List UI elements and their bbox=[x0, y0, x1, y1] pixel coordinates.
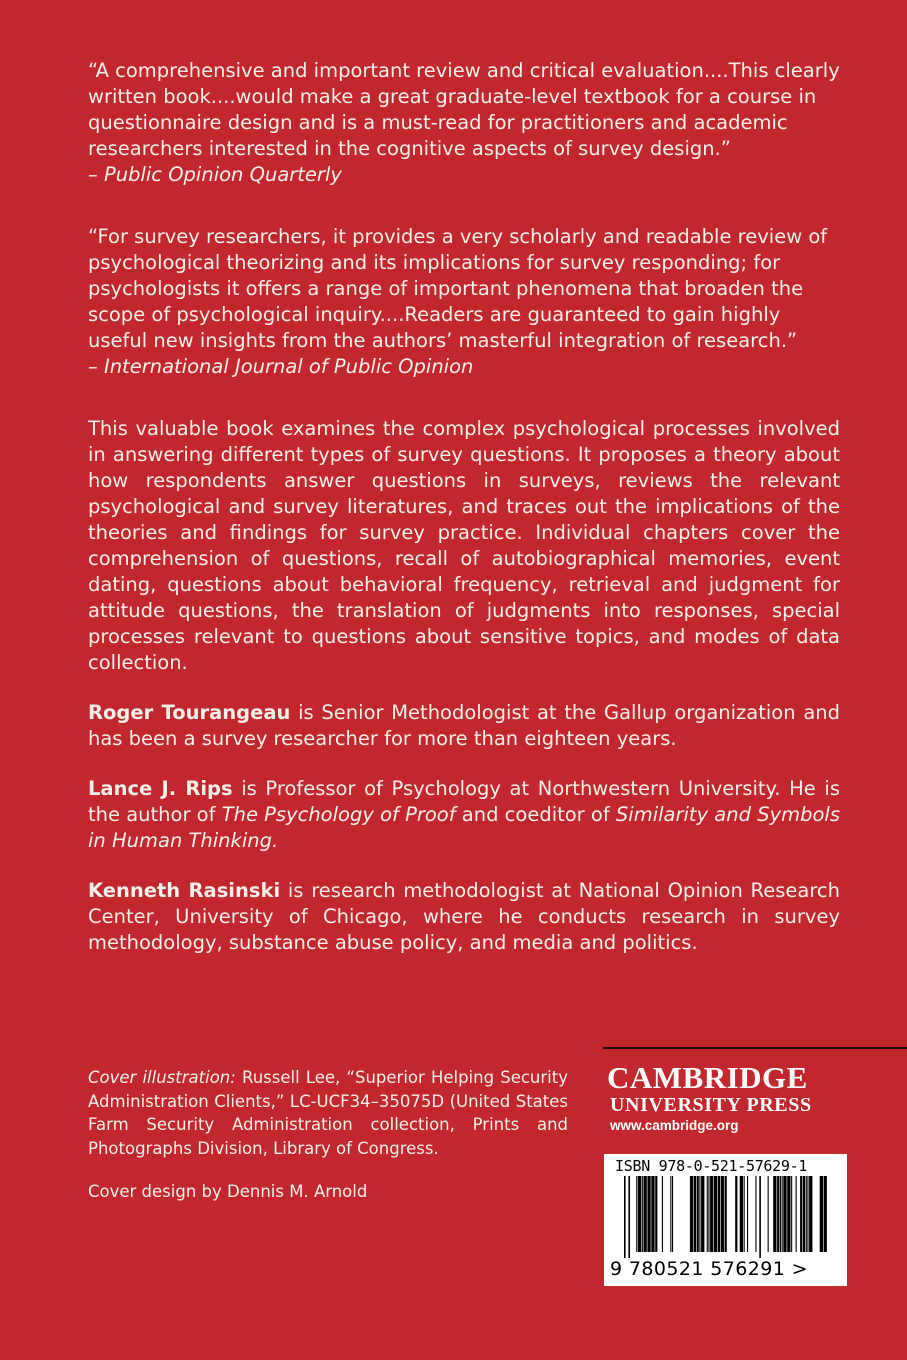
isbn-label: ISBN 978-0-521-57629-1 bbox=[615, 1157, 808, 1175]
cover-credit-label: Cover illustration: bbox=[88, 1068, 236, 1087]
back-cover-text bbox=[88, 58, 840, 980]
barcode-bar bbox=[773, 1176, 776, 1252]
isbn-barcode bbox=[604, 1154, 847, 1286]
author-bio-text: is Senior Methodologist at the Gallup organization and has been a survey researcher for more than eighteen years. bbox=[88, 701, 840, 750]
author-bio-rasinski bbox=[88, 878, 840, 956]
barcode-bar bbox=[721, 1176, 724, 1252]
author-bio-text: is Professor of Psychology at Northwestern University. He is the author of bbox=[88, 777, 840, 826]
barcode-bar bbox=[694, 1176, 696, 1252]
barcode-bar bbox=[747, 1176, 748, 1252]
barcode-bar bbox=[803, 1176, 805, 1252]
barcode-bar bbox=[725, 1176, 727, 1252]
barcode-bar bbox=[636, 1176, 637, 1252]
book-title: Similarity and Symbols in Human Thinking. bbox=[88, 803, 840, 852]
barcode-bar bbox=[714, 1176, 717, 1252]
barcode-bar bbox=[699, 1176, 700, 1252]
publisher-url: www.cambridge.org bbox=[610, 1118, 739, 1133]
barcode-bar bbox=[735, 1176, 737, 1252]
barcode-bar bbox=[701, 1176, 704, 1252]
barcode-bar bbox=[740, 1176, 743, 1252]
author-bio-tourangeau bbox=[88, 700, 840, 752]
barcode-bar bbox=[796, 1176, 797, 1252]
barcode-bar bbox=[809, 1176, 812, 1252]
barcode-bar bbox=[647, 1176, 650, 1252]
cover-design-credit: Cover design by Dennis M. Arnold bbox=[88, 1182, 368, 1201]
publisher-subtitle: UNIVERSITY PRESS bbox=[610, 1094, 812, 1116]
barcode-bar bbox=[672, 1176, 673, 1252]
publisher-logo bbox=[607, 1062, 843, 1133]
quote-source: – Public Opinion Quarterly bbox=[88, 163, 342, 186]
barcode-bar bbox=[707, 1176, 708, 1252]
barcode-bar bbox=[638, 1176, 641, 1252]
cover-credit bbox=[88, 1066, 568, 1160]
barcode-bar bbox=[642, 1176, 643, 1252]
barcode-bar bbox=[670, 1176, 671, 1252]
barcode-bar bbox=[662, 1176, 663, 1252]
review-quote-1 bbox=[88, 58, 840, 188]
quote-text: “For survey researchers, it provides a very scholarly and readable review of psychological theorizing and its implications for survey responding; for psychologists it offers a range of important phenomena that broaden the scope of psychological inquiry....Readers are guaranteed to gain highly useful new insights from the authors’ masterful integration of research.” bbox=[88, 225, 828, 352]
barcode-bar bbox=[780, 1176, 781, 1252]
barcode-bar bbox=[744, 1176, 745, 1252]
barcode-bar bbox=[755, 1176, 756, 1252]
barcode-bar bbox=[800, 1176, 802, 1252]
barcode-bar bbox=[824, 1176, 827, 1252]
barcode-bar bbox=[782, 1176, 783, 1252]
barcode-bar bbox=[708, 1176, 709, 1252]
author-name: Roger Tourangeau bbox=[88, 701, 291, 724]
barcode-bar bbox=[777, 1176, 779, 1252]
barcode-bars bbox=[616, 1176, 838, 1258]
review-quote-2 bbox=[88, 224, 840, 380]
barcode-bar bbox=[806, 1176, 807, 1252]
barcode-bar bbox=[787, 1176, 790, 1252]
book-title: The Psychology of Proof bbox=[221, 803, 456, 826]
barcode-bar bbox=[644, 1176, 647, 1252]
barcode-bar bbox=[624, 1176, 626, 1258]
book-description: This valuable book examines the complex psychological processes involved in answering different types of survey questions. It proposes a theory about how respondents answer questions in surveys, reviews the relevant psychological and survey literatures, and traces out the implications of the theories and findings for survey practice. Individual chapters cover the comprehension of questions, recall of autobiographical memories, event dating, questions about behavioral frequency, retrieval and judgment for attitude questions, the translation of judgments into responses, special processes relevant to questions about sensitive topics, and modes of data collection. bbox=[88, 417, 840, 674]
barcode-bar bbox=[628, 1176, 630, 1258]
quote-text: “A comprehensive and important review and critical evaluation....This clearly written book....would make a great graduate-level textbook for a course in questionnaire design and is a must-read for practitioners and academic researchers interested in the cognitive aspects of survey design.” bbox=[88, 59, 840, 160]
barcode-bar bbox=[820, 1176, 823, 1252]
barcode-bar bbox=[710, 1176, 713, 1252]
barcode-bar bbox=[697, 1176, 699, 1252]
author-bio-rips bbox=[88, 776, 840, 854]
quote-source: – International Journal of Public Opinion bbox=[88, 355, 474, 378]
barcode-bar bbox=[783, 1176, 786, 1252]
cover-credit-text: Russell Lee, “Superior Helping Security Administration Clients,” LC-UCF34–35075D (United States Farm Security Administration collection, Prints and Photographs Division, Library of Congress. bbox=[88, 1068, 568, 1158]
barcode-digits: 9 780521 576291 > bbox=[610, 1258, 808, 1280]
author-name: Lance J. Rips bbox=[88, 777, 233, 800]
author-bio-text: and coeditor of bbox=[455, 803, 616, 826]
barcode-bar bbox=[690, 1176, 693, 1252]
author-bio-text: is research methodologist at National Opinion Research Center, University of Chicago, where he conducts research in survey methodology, substance abuse policy, and media and politics. bbox=[88, 879, 840, 954]
author-name: Kenneth Rasinski bbox=[88, 879, 281, 902]
barcode-bar bbox=[759, 1176, 761, 1258]
barcode-bar bbox=[651, 1176, 654, 1252]
barcode-bar bbox=[791, 1176, 792, 1252]
barcode-bar bbox=[768, 1176, 769, 1252]
barcode-bar bbox=[655, 1176, 657, 1252]
divider-rule bbox=[603, 1047, 907, 1049]
publisher-name: CAMBRIDGE bbox=[607, 1060, 808, 1095]
barcode-bar bbox=[718, 1176, 720, 1252]
barcode-bar bbox=[807, 1176, 808, 1252]
